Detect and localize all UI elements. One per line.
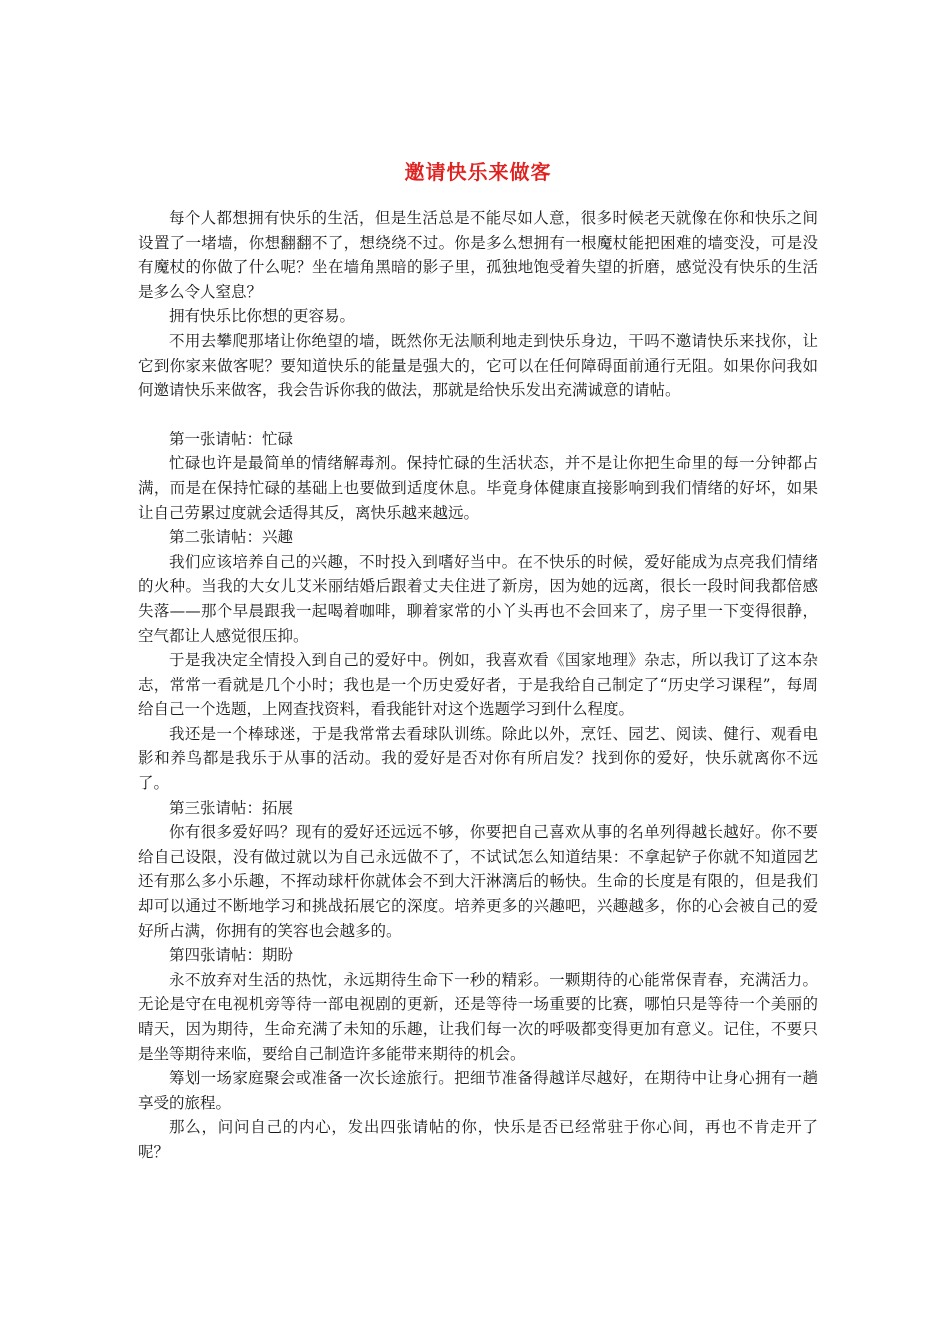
- paragraph-interest-2: 于是我决定全情投入到自己的爱好中。例如，我喜欢看《国家地理》杂志，所以我订了这本杂志，常常一看就是几个小时；我也是一个历史爱好者，于是我给自己制定了“历史学习课程”，每周给自己一个选题，上网查找资料，看我能针对这个选题学习到什么程度。: [138, 651, 818, 719]
- section-spacer: [138, 403, 818, 427]
- document-title: 邀请快乐来做客: [404, 160, 552, 184]
- heading-invitation-2: 第二张请帖：兴趣: [169, 528, 294, 547]
- heading-invitation-3: 第三张请帖：拓展: [169, 798, 294, 817]
- paragraph-intro-1: 每个人都想拥有快乐的生活，但是生活总是不能尽如人意，很多时候老天就像在你和快乐之间设置了一堵墙，你想翻翻不了，想绕绕不过。你是多么想拥有一根魔杖能把困难的墙变没，可是没有魔杖的你做了什么呢？坐在墙角黑暗的影子里，孤独地饱受着失望的折磨，感觉没有快乐的生活是多么令人窒息？: [138, 209, 818, 301]
- paragraph-expand: 你有很多爱好吗？现有的爱好还远远不够，你要把自己喜欢从事的名单列得越长越好。你不要给自己设限，没有做过就以为自己永远做不了，不试试怎么知道结果：不拿起铲子你就不知道园艺还有那么多小乐趣，不挥动球杆你就体会不到大汗淋漓后的畅快。生命的长度是有限的，但是我们却可以通过不断地学习和挑战拓展它的深度。培养更多的兴趣吧，兴趣越多，你的心会被自己的爱好所占满，你拥有的笑容也会越多的。: [138, 823, 818, 940]
- paragraph-busy: 忙碌也许是最简单的情绪解毒剂。保持忙碌的生活状态，并不是让你把生命里的每一分钟都占满，而是在保持忙碌的基础上也要做到适度休息。毕竟身体健康直接影响到我们情绪的好坏，如果让自己劳累过度就会适得其反，离快乐越来越远。: [138, 454, 818, 522]
- paragraph-expect-1: 永不放弃对生活的热忱，永远期待生命下一秒的精彩。一颗期待的心能常保青春，充满活力。无论是守在电视机旁等待一部电视剧的更新，还是等待一场重要的比赛，哪怕只是等待一个美丽的晴天，因为期待，生命充满了未知的乐趣，让我们每一次的呼吸都变得更加有意义。记住，不要只是坐等期待来临，要给自己制造许多能带来期待的机会。: [138, 970, 818, 1063]
- paragraph-interest-3: 我还是一个棒球迷，于是我常常去看球队训练。除此以外，烹饪、园艺、阅读、健行、观看电影和养鸟都是我乐于从事的活动。我的爱好是否对你有所启发？找到你的爱好，快乐就离你不远了。: [138, 724, 818, 793]
- document-page: [138, 158, 818, 1165]
- paragraph-interest-1: 我们应该培养自己的兴趣，不时投入到嗜好当中。在不快乐的时候，爱好能成为点亮我们情绪的火种。当我的大女儿艾米丽结婚后跟着丈夫住进了新房，因为她的远离，很长一段时间我都倍感失落——那个早晨跟我一起喝着咖啡，聊着家常的小丫头再也不会回来了，房子里一下变得很静，空气都让人感觉很压抑。: [138, 552, 818, 645]
- paragraph-conclusion: 那么，问问自己的内心，发出四张请帖的你，快乐是否已经常驻于你心间，再也不肯走开了呢？: [138, 1118, 818, 1161]
- paragraph-expect-2: 筹划一场家庭聚会或准备一次长途旅行。把细节准备得越详尽越好，在期待中让身心拥有一趟享受的旅程。: [138, 1069, 818, 1112]
- heading-invitation-1: 第一张请帖：忙碌: [169, 429, 294, 448]
- paragraph-intro-2: 拥有快乐比你想的更容易。: [169, 307, 356, 326]
- heading-invitation-4: 第四张请帖：期盼: [169, 946, 294, 965]
- paragraph-intro-3: 不用去攀爬那堵让你绝望的墙，既然你无法顺利地走到快乐身边，干吗不邀请快乐来找你，让它到你家来做客呢？要知道快乐的能量是强大的，它可以在任何障碍面前通行无阻。如果你问我如何邀请快乐来做客，我会告诉你我的做法，那就是给快乐发出充满诚意的请帖。: [138, 331, 818, 400]
